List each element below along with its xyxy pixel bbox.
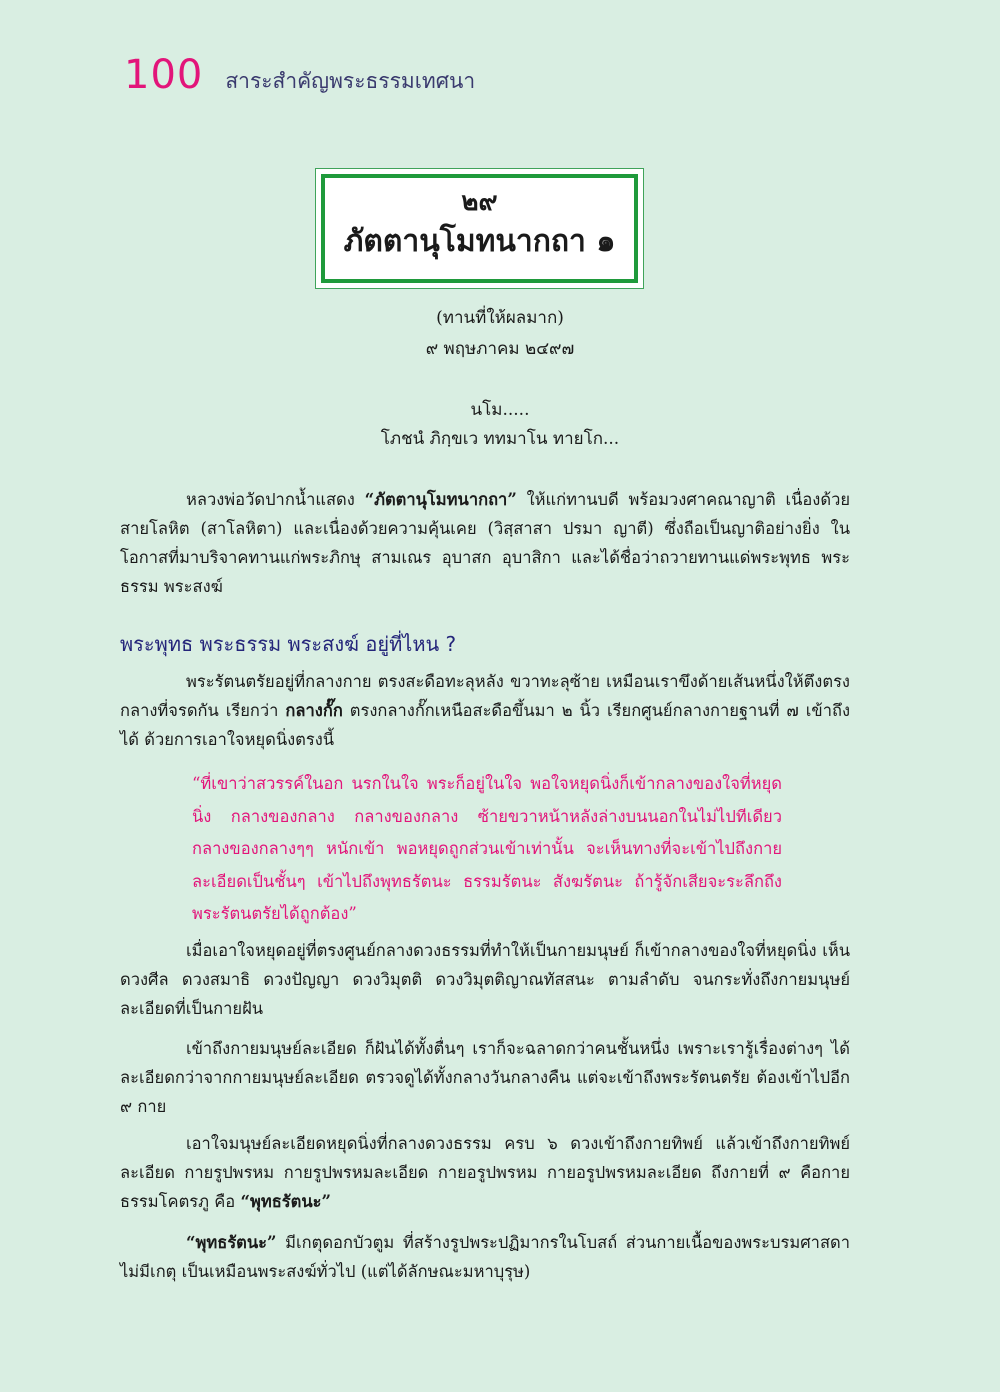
paragraph-2: เมื่อเอาใจหยุดอยู่ที่ตรงศูนย์กลางดวงธรรมที่ทำให้เป็นกายมนุษย์ ก็เข้ากลางของใจที่หยุดนิ่ง เห็นดวงศีล ดวงสมาธิ ดวงปัญญา ดวงวิมุตติ ดวงวิมุตติญาณทัสสนะ ตามลำดับ จนกระทั่งถึงกายมนุษย์ละเอียดที่เป็นกายฝัน [120,941,850,1018]
chapter-title-box [315,168,644,289]
term-buddharatana-lead: “พุทธรัตนะ” [186,1233,277,1252]
invocation-line-2: โภชนํ ภิกฺขเว ททมาโน ทายโก... [380,429,620,449]
section-heading: พระพุทธ พระธรรม พระสงฆ์ อยู่ที่ไหน ? [120,632,457,656]
chapter-title: ภัตตานุโมทนากถา ๑ [343,224,616,259]
chapter-number: ๒๙ [461,187,498,217]
running-title: สาระสำคัญพระธรรมเทศนา [225,69,476,93]
term-klang-kak: กลางกั๊ก [285,701,343,720]
sermon-date: ๙ พฤษภาคม ๒๔๙๗ [425,339,575,359]
invocation-line-1: นโม..... [470,400,530,420]
sermon-name: “ภัตตานุโมทนากถา” [364,490,517,509]
page-number: 100 [124,52,204,98]
page-header [124,52,475,98]
paragraph-5: “พุทธรัตนะ” มีเกตุดอกบัวตูม ที่สร้างรูปพระปฏิมากรในโบสถ์ ส่วนกายเนื้อของพระบรมศาสดาไม่มีเกตุ เป็นเหมือนพระสงฆ์ทั่วไป (แต่ได้ลักษณะมหาบุรุษ) [120,1233,850,1281]
quote-block: “ที่เขาว่าสวรรค์ในอก นรกในใจ พระก็อยู่ในใจ พอใจหยุดนิ่งก็เข้ากลางของใจที่หยุดนิ่ง กลางของกลาง กลางของกลาง ซ้ายขวาหน้าหลังล่างบนนอกในไม่ไปทีเดียว กลางของกลางๆๆ หนักเข้า พอหยุดถูกส่วนเข้าเท่านั้น จะเห็นทางที่จะเข้าไปถึงกายละเอียดเป็นชั้นๆ เข้าไปถึงพุทธรัตนะ ธรรมรัตนะ สังฆรัตนะ ถ้ารู้จักเสียจะระลึกถึงพระรัตนตรัยได้ถูกต้อง” [192,774,782,923]
paragraph-3: เข้าถึงกายมนุษย์ละเอียด ก็ฝันได้ทั้งตื่นๆ เราก็จะฉลาดกว่าคนชั้นหนึ่ง เพราะเรารู้เรื่องต่างๆ ได้ละเอียดกว่าจากกายมนุษย์ละเอียด ตรวจดูได้ทั้งกลางวันกลางคืน แต่จะเข้าถึงพระรัตนตรัย ต้องเข้าไปอีก ๙ กาย [120,1039,850,1116]
term-buddharatana: “พุทธรัตนะ” [240,1192,331,1211]
chapter-title-frame [321,174,638,283]
paragraph-1: พระรัตนตรัยอยู่ที่กลางกาย ตรงสะดือทะลุหลัง ขวาทะลุซ้าย เหมือนเราขึงด้ายเส้นหนึ่งให้ตึงตรงกลางที่จรดกัน เรียกว่า กลางกั๊ก ตรงกลางกั๊กเหนือสะดือขึ้นมา ๒ นิ้ว เรียกศูนย์กลางกายฐานที่ ๗ เข้าถึงได้ ด้วยการเอาใจหยุดนิ่งตรงนี้ [120,672,851,749]
paragraph-4: เอาใจมนุษย์ละเอียดหยุดนิ่งที่กลางดวงธรรม ครบ ๖ ดวงเข้าถึงกายทิพย์ แล้วเข้าถึงกายทิพย์ละเอียด กายรูปพรหม กายรูปพรหมละเอียด กายอรูปพรหม กายอรูปพรหมละเอียด ถึงกายที่ ๙ คือกายธรรมโคตรภู คือ “พุทธรัตนะ” [120,1134,850,1211]
subtitle: (ทานที่ให้ผลมาก) [436,308,564,328]
intro-paragraph: หลวงพ่อวัดปากน้ำแสดง “ภัตตานุโมทนากถา” ให้แก่ทานบดี พร้อมวงศาคณาญาติ เนื่องด้วยสายโลหิต (สาโลหิตา) และเนื่องด้วยความคุ้นเคย (วิสฺสาสา ปรมา ญาตี) ซึ่งถือเป็นญาติอย่างยิ่ง ในโอกาสที่มาบริจาคทานแก่พระภิกษุ สามเณร อุบาสก อุบาสิกา และได้ชื่อว่าถวายทานแด่พระพุทธ พระธรรม พระสงฆ์ [120,490,850,596]
